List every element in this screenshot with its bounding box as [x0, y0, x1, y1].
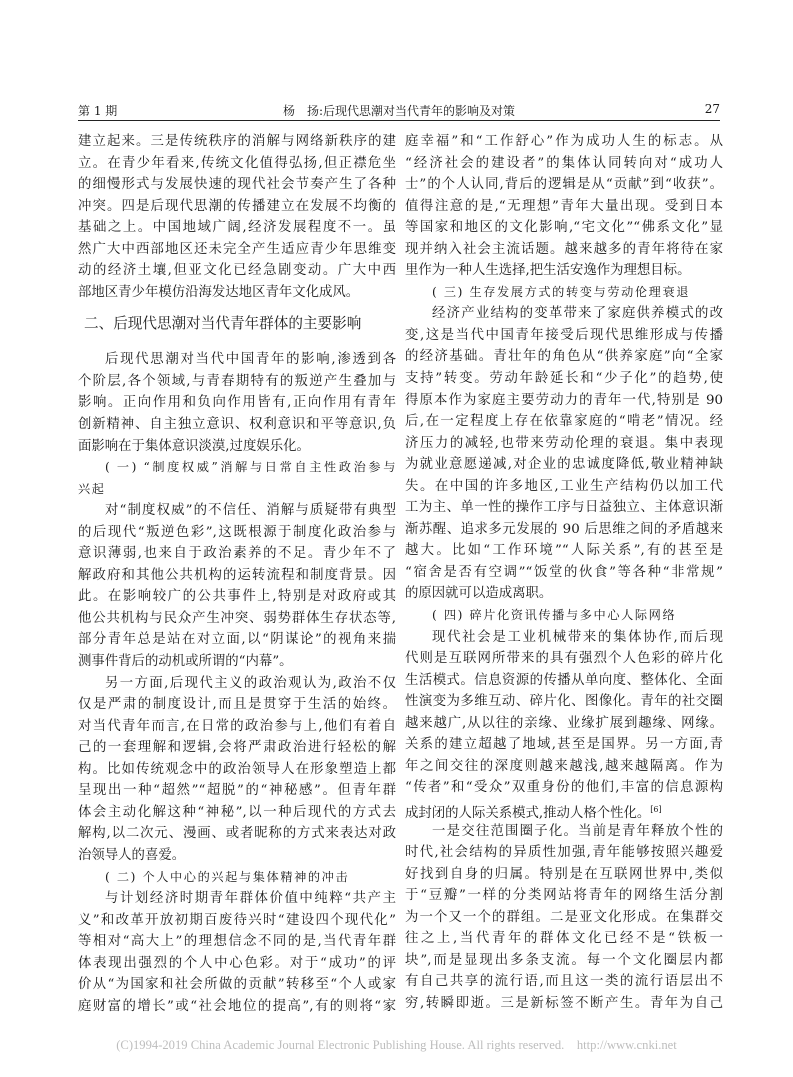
paragraph: [405, 303, 723, 605]
text-line: 价从“为国家和社会所做的贡献”转移至“个人或家: [78, 977, 396, 993]
text-line: 立。在青少年看来,传统文化值得弘扬,但正襟危坐: [78, 155, 396, 171]
text-line: 里作为一种人生选择,把生活安逸作为理想目标。: [405, 263, 691, 279]
text-line: 有自己共享的流行语,而且这一类的流行语层出不: [405, 974, 723, 990]
text-line: 解政府和其他公共机构的运转流程和制度背景。因: [78, 567, 396, 583]
text-line: 后,在一定程度上存在依靠家庭的“啃老”情况。经: [405, 414, 723, 430]
text-line: 值得注意的是,“无理想”青年大量出现。受到日本: [405, 198, 723, 214]
text-line: 测事件背后的动机或所谓的“内幕”。: [78, 654, 293, 670]
text-line: 个阶层,各个领域,与青春期特有的叛逆产生叠加与: [78, 373, 396, 389]
text-line: 冲突。四是后现代思潮的传播建立在发展不均衡的: [78, 198, 396, 214]
text-line: 得原本作为家庭主要劳动力的青年一代,特别是 90: [405, 392, 723, 408]
text-line: 建立起来。三是传统秩序的消解与网络新秩序的建: [78, 134, 396, 149]
text-line: 对当代青年而言,在日常的政治参与上,他们有着自: [78, 718, 396, 734]
running-title: 杨 扬:后现代思潮对当代青年的影响及对策: [282, 104, 516, 118]
text-line: 对“制度权威”的不信任、消解与质疑带有典型: [105, 503, 396, 519]
text-line: 现代社会是工业机械带来的集体协作,而后现: [432, 629, 723, 645]
text-line: 工为主、单一性的操作工序与日益独立、主体意识渐: [405, 500, 723, 516]
text-line: 仅是严肃的制度设计,而且是贯穿于生活的始终。: [78, 697, 396, 713]
text-line: 面影响在于集体意识淡漠,过度娱乐化。: [78, 438, 310, 454]
section-heading: 二、后现代思潮对当代青年群体的主要影响: [84, 315, 362, 333]
text-line: 的原因就可以造成离职。: [405, 586, 553, 602]
text-span: 成封闭的人际关系模式,推动人格个性化。: [405, 805, 651, 821]
text-line: 然广大中西部地区还未完全产生适应青少年思维变: [78, 241, 396, 257]
text-line: 己的一套理解和逻辑,会将严肃政治进行轻松的解: [78, 740, 396, 756]
text-line: 为一个又一个的群组。二是亚文化形成。在集群交: [405, 909, 723, 925]
text-line: 部分青年总是站在对立面,以“阴谋论”的视角来揣: [78, 632, 396, 648]
text-line: 另一方面,后现代主义的政治观认为,政治不仅: [105, 675, 396, 691]
text-line: “传者”和“受众”双重身份的他们,丰富的信息源构: [405, 780, 723, 796]
text-line: 呈现出一种“超然”“超脱”的“神秘感”。但青年群: [78, 783, 396, 799]
text-line: 时代,社会结构的异质性加强,青年能够按照兴趣爱: [405, 845, 723, 861]
text-line: 构。比如传统观念中的政治领导人在形象塑造上都: [78, 761, 396, 777]
text-line: 创新精神、自主独立意识、权利意识和平等意识,负: [78, 417, 396, 433]
text-line: 影响。正向作用和负向作用皆有,正向作用有青年: [78, 395, 396, 411]
paragraph: [78, 349, 396, 457]
text-line: 治领导人的喜爱。: [78, 847, 186, 863]
text-line: 一是交往范围圈子化。当前是青年释放个性的: [432, 823, 723, 839]
text-line: 兴起: [78, 481, 106, 496]
text-line: 现并纳入社会主流话题。越来越多的青年将待在家: [405, 241, 723, 257]
header-rule: [78, 120, 720, 121]
text-line: 渐苏醒、追求多元发展的 90 后思维之间的矛盾越来: [405, 521, 723, 537]
text-line: 于“豆瓣”一样的分类网站将青年的网络生活分割: [405, 888, 723, 904]
text-line: 支持”转变。劳动年龄延长和“少子化”的趋势,使: [405, 371, 723, 387]
text-line: 意识薄弱,也来自于政治素养的不足。青少年不了: [78, 546, 396, 562]
text-line: 年之间交往的深度则越来越浅,越来越隔离。作为: [405, 758, 723, 774]
text-line: 好找到自身的归属。特别是在互联网世界中,类似: [405, 866, 723, 882]
text-line: 等相对“高大上”的理想信念不同的是,当代青年群: [78, 934, 396, 950]
text-line: 为就业意愿递减,对企业的忠诚度降低,敬业精神缺: [405, 457, 723, 473]
text-line: 的后现代“叛逆色彩”,这既根源于制度化政治参与: [78, 524, 396, 540]
text-line: 变,这是当代中国青年接受后现代思维形成与传播: [405, 327, 723, 343]
issue-number: 第 1 期: [78, 104, 118, 118]
text-line: 关系的建立超越了地域,甚至是国界。另一方面,青: [405, 737, 723, 753]
paragraph: [405, 131, 723, 282]
text-line: 庭财富的增长”或“社会地位的提高”,有的则将“家: [78, 998, 396, 1014]
text-line: 体表现出强烈的个人中心色彩。对于“成功”的评: [78, 955, 396, 971]
text-line: 的细慢形式与发展快速的现代社会节奏产生了各种: [78, 177, 396, 193]
text-line: 体会主动化解这种“神秘”,以一种后现代的方式去: [78, 804, 396, 820]
text-line: 生活模式。信息资源的传播从单向度、整体化、全面: [405, 672, 723, 688]
text-line: 济压力的减轻,也带来劳动伦理的衰退。集中表现: [405, 435, 723, 451]
text-line: ( 一) “制度权威”消解与日常自主性政治参与: [105, 460, 396, 475]
text-line: 此。在影响较广的公共事件上,特别是对政府或其: [78, 589, 396, 605]
text-line: 士”的个人认同,背后的逻辑是从“贡献”到“收获”。: [405, 177, 723, 193]
paragraph: [78, 500, 396, 672]
paragraph: [405, 821, 723, 1015]
text-line: 基础之上。中国地域广阔,经济发展程度不一。虽: [78, 220, 396, 236]
text-line: 往之上,当代青年的群体文化已经不是“铁板一: [405, 931, 723, 947]
running-header: [78, 102, 720, 120]
subsection-heading: ( 三) 生存发展方式的转变与劳动伦理衰退: [432, 284, 691, 299]
text-line: 庭幸福”和“工作舒心”作为成功人生的标志。从: [405, 134, 723, 149]
text-line: 越来越广,从以往的亲缘、业缘扩展到趣缘、网缘。: [405, 715, 723, 731]
citation-mark[interactable]: [6]: [650, 804, 662, 814]
text-line: 动的经济土壤,但亚文化已经急剧变动。广大中西: [78, 263, 396, 279]
subsection-heading: ( 四) 碎片化资讯传播与多中心人际网络: [432, 608, 677, 623]
text-line: 性演变为多维互动、碎片化、图像化。青年的社交圈: [405, 694, 723, 710]
text-line: 解构,以二次元、漫画、或者昵称的方式来表达对政: [78, 826, 396, 842]
text-line: 义”和改革开放初期百废待兴时“建设四个现代化”: [78, 912, 396, 928]
page-number: 27: [704, 102, 720, 116]
text-line: 穷,转瞬即逝。三是新标签不断产生。青年为自己: [405, 995, 723, 1011]
text-line: 块”,而是显现出多条支流。每一个文化圈层内都: [405, 952, 723, 968]
paragraph: [78, 673, 396, 867]
text-line: 与计划经济时期青年群体价值中纯粹“共产主: [105, 891, 396, 907]
left-column: [78, 131, 396, 1017]
text-line: “宿舍是否有空调”“饭堂的伙食”等各种“非常规”: [405, 564, 723, 580]
text-line: 越大。比如“工作环境”“人际关系”,有的甚至是: [405, 543, 723, 559]
subsection-heading: ( 二) 个人中心的兴起与集体精神的冲击: [105, 869, 350, 884]
text-line: 代则是互联网所带来的具有强烈个人色彩的碎片化: [405, 651, 723, 667]
text-line: [405, 799, 723, 821]
text-line: 他公共机构与民众产生冲突、弱势群体生存状态等,: [78, 610, 396, 626]
subsection-heading: [78, 457, 396, 500]
copyright-footer: (C)1994-2019 China Academic Journal Electronic Publishing House. All rights reserved. http://www.cnki.net: [116, 1038, 677, 1052]
right-column: [405, 131, 723, 1014]
text-line: 经济产业结构的变革带来了家庭供养模式的改: [432, 306, 723, 322]
text-line: 部地区青少年模仿沿海发达地区青年文化成风。: [78, 284, 360, 300]
text-line: “经济社会的建设者”的集体认同转向对“成功人: [405, 155, 723, 171]
text-line: 后现代思潮对当代中国青年的影响,渗透到各: [105, 352, 396, 368]
text-line: 等国家和地区的文化影响,“宅文化”“佛系文化”显: [405, 220, 723, 236]
text-line: 的经济基础。青壮年的角色从“供养家庭”向“全家: [405, 349, 723, 365]
text-line: 失。在中国的许多地区,工业生产结构仍以加工代: [405, 478, 723, 494]
paragraph: [78, 131, 396, 303]
paragraph: [405, 627, 723, 821]
paragraph: [78, 888, 396, 1017]
